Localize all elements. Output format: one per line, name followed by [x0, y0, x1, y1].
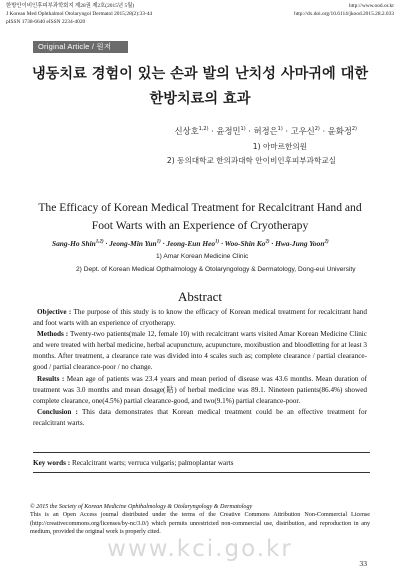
- journal-korean-name: 한방안이비인후피부과학회지 제28권 제2호(2015년 5월): [6, 3, 135, 9]
- abstract-heading: Abstract: [177, 289, 223, 304]
- keywords-top-rule: [33, 452, 370, 453]
- issn: pISSN 1738-6640 eISSN 2234-4020: [6, 19, 86, 25]
- objective-text: The purpose of this study is to know the efficacy of Korean medical treatment for recalcitrant hand and foot warts with an experience of cryotherapy.: [33, 308, 367, 328]
- keywords: [33, 459, 233, 467]
- english-title-line1: The Efficacy of Korean Medical Treatment for Recalcitrant Hand and: [38, 201, 362, 214]
- keywords-bottom-rule: [33, 472, 370, 473]
- english-authors: Sang-Ho Shin$^{1,2)}$ · Jeong-Min Yun$^{1)}$ · Jeong-Eun Heo$^{1)}$ · Woo-Shin $Ko^{2)}$ · Hwa-Jung Yoon$^{2)}$: [52, 239, 329, 248]
- keywords-label: Key words :: [33, 459, 71, 467]
- abstract-body: [33, 307, 367, 429]
- results-label: Results :: [37, 374, 65, 383]
- kci-watermark: www.kci.go.kr: [107, 536, 293, 562]
- doi-link: http://dx.doi.org/10.6114/jkood.2015.28.2.033: [294, 11, 394, 17]
- methods-label: Methods :: [37, 330, 69, 339]
- copyright-line: © 2015 the Society of Korean Medicine Ophthalmology & Otolaryngology & Dermatology: [30, 504, 253, 510]
- methods-text: Twenty-two patients(male 12, female 10) with recalcitrant warts visited Amar Korean Medicine Clinic and were treated with herbal medicine, herbal acupuncture, acupuncture, moxibustion and bloodletting for at least 3 months. After treatment, a clearance rate was divided into 4 scales such as; complete clearance / partial clearance-good / partial clearance-poor / no change.: [33, 330, 367, 372]
- korean-affiliation-1: 1) 아마르한의원: [252, 142, 307, 151]
- license-footer: [30, 503, 370, 536]
- korean-affiliation-2: 2) 동의대학교 한의과대학 안이비인후피부과학교실: [166, 156, 336, 165]
- conclusion-label: Conclusion :: [37, 407, 78, 416]
- objective-label: Objective :: [37, 308, 72, 316]
- korean-title-line2: 한방치료의 효과: [149, 91, 251, 107]
- journal-url: http://www.ood.or.kr: [348, 3, 394, 9]
- page-number: 33: [359, 559, 367, 568]
- english-affiliation-1: 1) Amar Korean Medicine Clinic: [156, 253, 249, 260]
- english-title-line2: Foot Warts with an Experience of Cryotherapy: [91, 219, 309, 232]
- license-text: This is an Open Access journal distributed under the terms of the Creative Commons Attribution Non-Commercial License (http://creativecommons.org/licenses/by-nc/3.0/) which permits unrestricted non-commercial use, distribution, and reproduction in any medium, provided the original work is properly cited.: [30, 512, 370, 535]
- abstract-methods: [33, 329, 367, 373]
- results-text: Mean age of patients was 23.4 years and mean period of disease was 43.6 months. Mean duration of treatment was 3.0 months and mean dosage(貼) of herbal medicine was 89.1. Nineteen patients(86.4%) showed complete clearance, one(4.5%) partial clearance-good, and two(9.1%) partial clearance-poor.: [33, 374, 367, 405]
- abstract-objective: [33, 307, 367, 329]
- korean-authors: 신상호$^{1,2)}$ · 윤정민$^{1)}$ · 허정은$^{1)}$ · 고우신$^{2)}$ · 윤화정$^{2)}$: [174, 126, 357, 136]
- korean-title-line1: 냉동치료 경험이 있는 손과 발의 난치성 사마귀에 대한: [31, 66, 369, 82]
- english-affiliation-2: 2) Dept. of Korean Medical Opthalmology & Otolaryngology & Dermatology, Dong-eui University: [76, 266, 356, 273]
- abstract-results: [33, 374, 367, 407]
- conclusion-text: This data demonstrates that Korean medical treatment could be an effective treatment for recalcitrant warts.: [33, 407, 367, 427]
- journal-citation: J Korean Med Ophthalmol Otolaryngol Dermatol 2015;28(2):33-44: [6, 11, 153, 17]
- keywords-text: Recalcitrant warts; verruca vulgaris; palmoplantar warts: [71, 459, 234, 467]
- abstract-conclusion: [33, 407, 367, 429]
- article-type-badge: Original Article / 원저: [33, 41, 128, 53]
